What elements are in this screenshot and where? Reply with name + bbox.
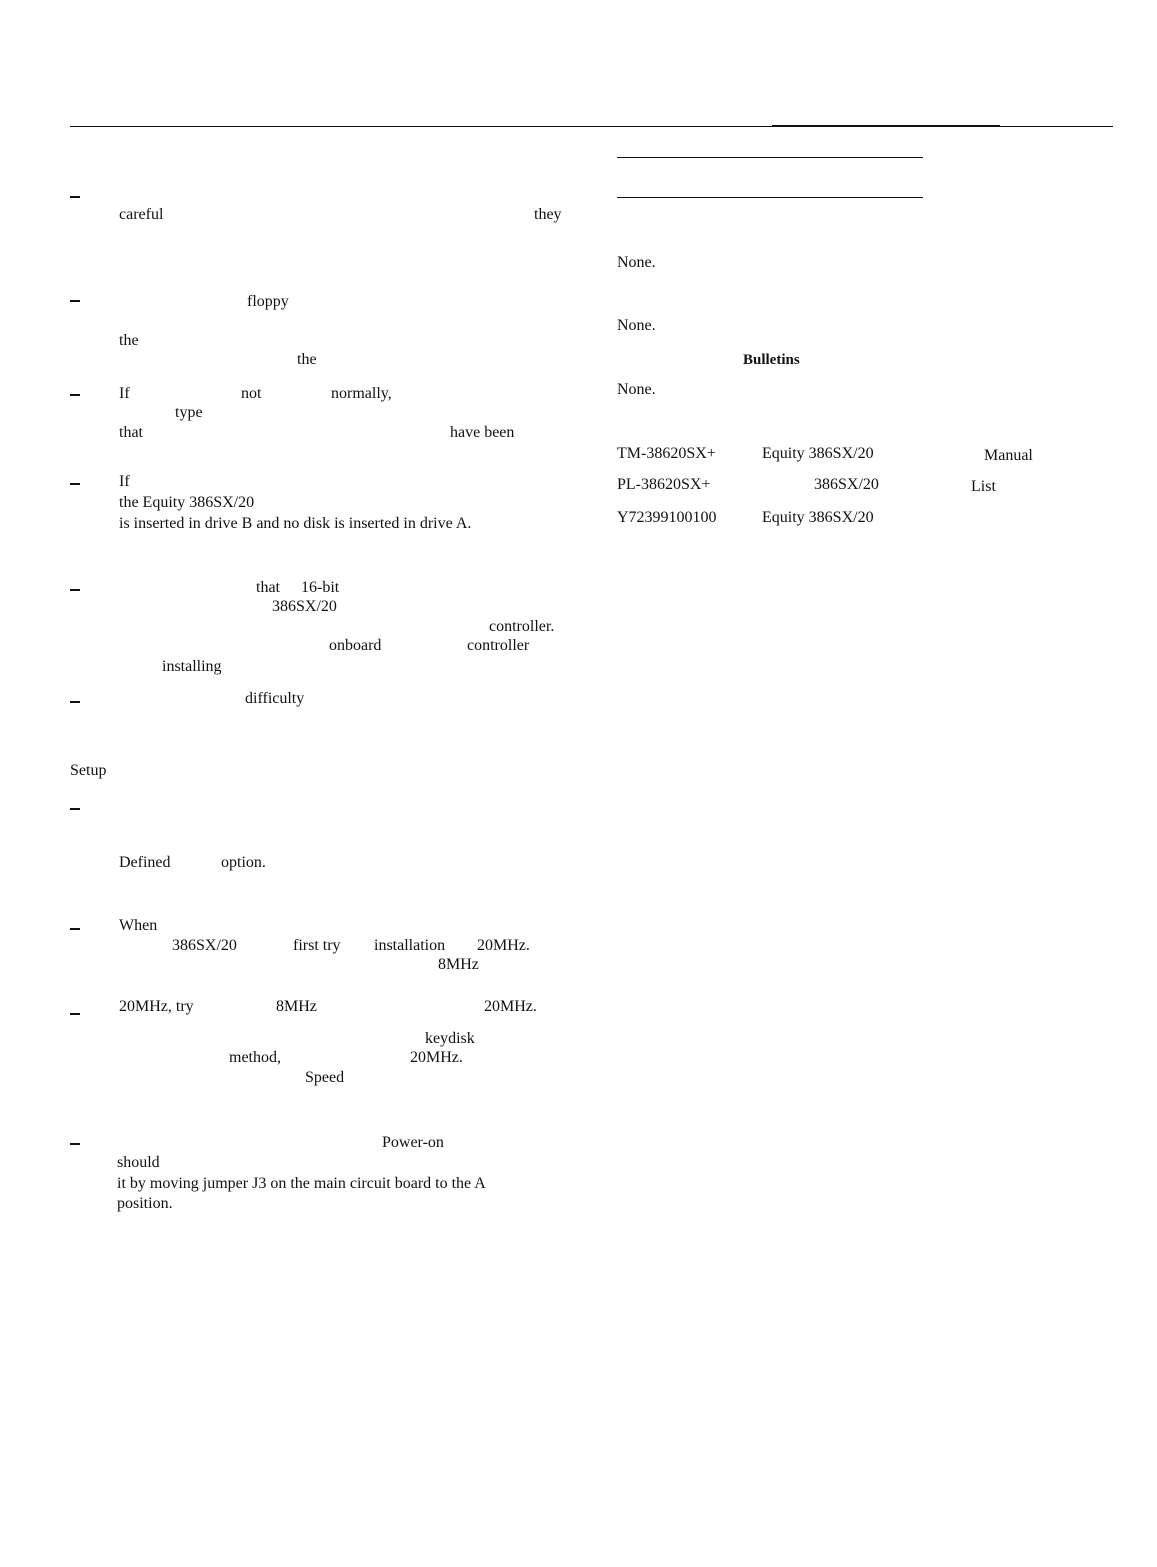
text-line: it by moving jumper J3 on the main circuit board to the A	[117, 1175, 486, 1192]
text-fragment: If	[119, 473, 130, 490]
bullet-dash	[70, 196, 80, 198]
text-fragment: Power-on	[382, 1134, 444, 1151]
text-fragment: onboard	[329, 637, 382, 654]
text-fragment: not	[241, 385, 262, 402]
text-fragment: option.	[221, 854, 266, 871]
text-fragment: installation	[374, 937, 446, 954]
text-fragment: 20MHz.	[477, 937, 530, 954]
document-product: Equity 386SX/20	[762, 509, 874, 526]
document-product: 386SX/20	[814, 476, 879, 493]
text-fragment: controller	[467, 637, 530, 654]
text-fragment: the	[119, 332, 139, 349]
section-rule-1	[617, 157, 923, 158]
text-fragment: first try	[293, 937, 341, 954]
document-product: Equity 386SX/20	[762, 445, 874, 462]
text-fragment: 16-bit	[301, 579, 340, 596]
document-code: PL-38620SX+	[617, 476, 711, 493]
document-type: List	[971, 478, 996, 495]
text-fragment: When	[119, 917, 158, 934]
bullet-dash	[70, 1013, 80, 1015]
document-code: TM-38620SX+	[617, 445, 716, 462]
text-fragment: normally,	[331, 385, 392, 402]
none-text: None.	[617, 381, 656, 398]
text-line: position.	[117, 1195, 173, 1212]
text-fragment: 20MHz, try	[119, 998, 194, 1015]
text-fragment: controller.	[489, 618, 555, 635]
text-fragment: 8MHz	[438, 956, 479, 973]
document-code: Y72399100100	[617, 509, 717, 526]
text-fragment: 386SX/20	[172, 937, 237, 954]
text-fragment: 386SX/20	[272, 598, 337, 615]
text-fragment: have been	[450, 424, 515, 441]
text-fragment: that	[119, 424, 143, 441]
bullet-dash	[70, 483, 80, 485]
text-fragment: installing	[162, 658, 222, 675]
none-text: None.	[617, 254, 656, 271]
text-fragment: method,	[229, 1049, 281, 1066]
document-type: Manual	[984, 447, 1033, 464]
text-fragment: 8MHz	[276, 998, 317, 1015]
text-fragment: If	[119, 385, 130, 402]
section-heading: Setup	[70, 762, 107, 779]
text-fragment: 20MHz.	[484, 998, 537, 1015]
text-line: is inserted in drive B and no disk is inserted in drive A.	[119, 515, 472, 532]
text-fragment: should	[117, 1154, 160, 1171]
bullet-dash	[70, 300, 80, 302]
bullet-dash	[70, 589, 80, 591]
text-fragment: they	[534, 206, 562, 223]
text-fragment: Speed	[305, 1069, 345, 1086]
text-fragment: the	[297, 351, 317, 368]
bullet-dash	[70, 1143, 80, 1145]
text-line: the Equity 386SX/20	[119, 494, 255, 511]
bullet-dash	[70, 928, 80, 930]
text-fragment: keydisk	[425, 1030, 475, 1047]
bullet-dash	[70, 394, 80, 396]
text-fragment: careful	[119, 206, 164, 223]
text-fragment: that	[256, 579, 280, 596]
bullet-dash	[70, 808, 80, 810]
section-rule-2	[617, 197, 923, 198]
bullet-dash	[70, 701, 80, 703]
text-fragment: type	[175, 404, 203, 421]
text-fragment: 20MHz.	[410, 1049, 463, 1066]
text-fragment: Defined	[119, 854, 171, 871]
text-fragment: floppy	[247, 293, 289, 310]
header-rule-accent	[772, 125, 1000, 127]
none-text: None.	[617, 317, 656, 334]
text-fragment: difficulty	[245, 690, 305, 707]
bulletins-label: Bulletins	[743, 352, 800, 368]
